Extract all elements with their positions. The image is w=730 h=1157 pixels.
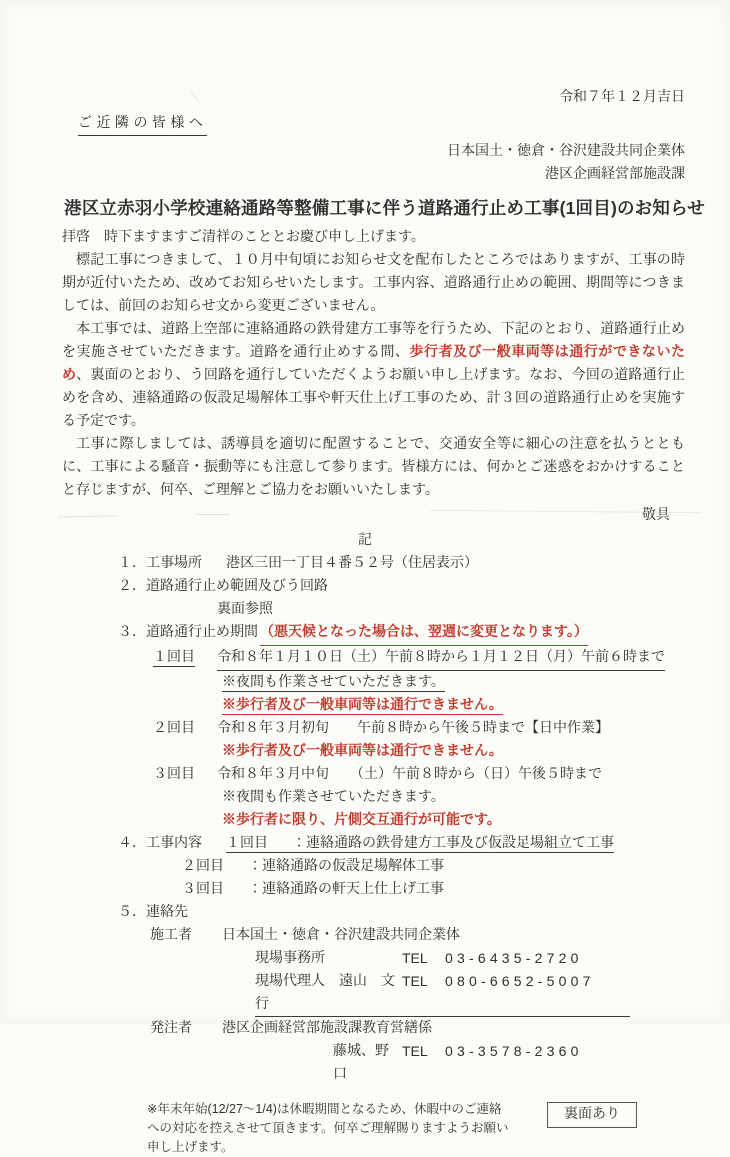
closure-warning-red-text: 歩行者及び一般車両等は通行ができないため — [62, 345, 685, 383]
item-work-content — [118, 832, 730, 855]
schedule-3-label: ３回目 — [153, 767, 195, 782]
schedule-1-period: 令和８年１月１０日（土）午前８時から１月１２日（月）午前６時まで — [217, 646, 665, 671]
schedule-1-label: １回目 — [153, 650, 195, 665]
record-mark: 記 — [358, 533, 372, 548]
site-agent-tel-number: 080-6652-5007 — [445, 973, 595, 989]
schedule-row-2 — [153, 717, 730, 740]
work-1 — [226, 832, 614, 855]
site-agent-tel-label: TEL — [402, 973, 428, 989]
schedule-3-period: 令和８年３月中旬 （土）午前８時から（日）午後５時まで — [217, 767, 602, 782]
item-construction-site — [118, 552, 730, 575]
back-side-box: 裏面あり — [547, 1102, 637, 1128]
client-role: 発注者 — [150, 1021, 192, 1036]
client-tel-number: 03-3578-2360 — [445, 1043, 583, 1059]
item-closure-period — [118, 621, 730, 646]
paragraph-closure-detail — [62, 318, 685, 433]
work-1-label: １回目 — [226, 836, 268, 851]
closing-keigu: 敬具 — [642, 508, 670, 523]
paragraph-closure-post: 、裏面のとおり、う回路を通行していただくようお願い申し上げます。なお、今回の道路通行止めを含め、連絡通路の仮設足場解体工事や軒天仕上げ工事のため、計３回の道路通行止めを実施する予定です。 — [62, 368, 686, 429]
site-agent-name: 現場代理人 遠山 文行 — [255, 974, 395, 1012]
work-3-label: ３回目 — [182, 882, 224, 897]
schedule-2-note-no-passage: ※歩行者及び一般車両等は通行できません。 — [222, 744, 503, 759]
item-contacts-label: ５．連絡先 — [118, 905, 188, 920]
sender-joint-venture: 日本国土・徳倉・谷沢建設共同企業体 — [447, 144, 685, 159]
schedule-1-note-night: ※夜間も作業させていただきます。 — [222, 675, 445, 690]
scan-artifact — [196, 514, 230, 515]
item-closure-area — [118, 575, 730, 598]
schedule-2-label: ２回目 — [153, 721, 195, 736]
work-2-label: ２回目 — [182, 859, 224, 874]
recipient-salutation: ご近隣の皆様へ — [78, 115, 207, 136]
year-end-holiday-note: ※年末年始(12/27～1/4)は休暇期間となるため、休暇中のご連絡への対応を控えさせて頂きます。何卒ご理解賜りますようお願い申し上げます。 — [147, 1102, 509, 1154]
client-contact-row — [333, 1040, 730, 1086]
paragraph-closure-pre: 本工事では、道路上空部に連絡通路の鉄骨建方工事等を行うため、下記のとおり、道路通行止めを実施させていただきます。道路を通行止めする間、 — [62, 322, 685, 360]
schedule-3-note-pedestrian: ※歩行者に限り、片側交互通行が可能です。 — [222, 813, 501, 828]
footer — [147, 1100, 730, 1157]
work-2-desc: ：連絡通路の仮設足場解体工事 — [248, 859, 444, 874]
schedule-row-3 — [153, 763, 730, 786]
sender-department: 港区企画経営部施設課 — [545, 167, 685, 182]
work-3 — [182, 878, 730, 901]
site-office-row — [255, 947, 630, 970]
schedule-row-1 — [153, 646, 730, 671]
contractor-row — [150, 924, 730, 947]
work-2 — [182, 855, 730, 878]
item-construction-site-label: １．工事場所 — [118, 556, 202, 571]
site-agent-row — [255, 970, 630, 1017]
schedule-1-note-no-passage: ※歩行者及び一般車両等は通行できません。 — [222, 698, 503, 713]
contractor-role: 施工者 — [150, 928, 192, 943]
site-office-label: 現場事務所 — [255, 951, 325, 966]
item-contacts — [118, 901, 730, 924]
item-closure-period-label: ３．道路通行止め期間 — [118, 625, 258, 640]
client-contact-names: 藤城、野口 — [333, 1044, 389, 1082]
item-closure-area-reference: 裏面参照 — [217, 602, 273, 617]
contractor-name: 日本国土・徳倉・谷沢建設共同企業体 — [222, 928, 460, 943]
paragraph-previous-notice: 標記工事につきまして、１０月中旬頃にお知らせ文を配布したところではありますが、工事の時期が近付いたため、改めてお知らせいたします。工事内容、道路通行止めの範囲、期間等につきましては、前回のお知らせ文から変更ございません。 — [62, 253, 685, 314]
work-3-desc: ：連絡通路の軒天上仕上げ工事 — [248, 882, 444, 897]
client-name: 港区企画経営部施設課教育営繕係 — [222, 1021, 432, 1036]
schedule-3-note-night: ※夜間も作業させていただきます。 — [222, 790, 445, 805]
item-construction-site-value: 港区三田一丁目４番５２号（住居表示） — [226, 556, 478, 571]
notice-title: 港区立赤羽小学校連絡通路等整備工事に伴う道路通行止め工事(1回目)のお知らせ — [64, 198, 705, 218]
greeting-paragraph: 拝啓 時下ますますご清祥のこととお慶び申し上げます。 — [62, 230, 425, 245]
site-office-tel-number: 03-6435-2720 — [445, 950, 583, 966]
paragraph-safety: 工事に際しましては、誘導員を適切に配置することで、交通安全等に細心の注意を払うとともに、工事による騒音・振動等にも注意して参ります。皆様方には、何かとご迷惑をおかけすることと存じますが、何卒、ご理解とご協力をお願いいたします。 — [62, 437, 685, 498]
site-office-tel-label: TEL — [402, 950, 428, 966]
item-closure-area-label: ２．道路通行止め範囲及びう回路 — [118, 579, 328, 594]
client-row — [150, 1017, 730, 1040]
item-work-content-label: ４．工事内容 — [118, 836, 202, 851]
bad-weather-warning: （悪天候となった場合は、翌週に変更となります。） — [260, 621, 588, 646]
schedule-2-period: 令和８年３月初旬 午前８時から午後５時まで【日中作業】 — [217, 721, 609, 736]
work-1-desc: ：連絡通路の鉄骨建方工事及び仮設足場組立て工事 — [292, 836, 614, 851]
issue-date: 令和７年１２月吉日 — [559, 90, 685, 105]
client-tel-label: TEL — [402, 1043, 428, 1059]
